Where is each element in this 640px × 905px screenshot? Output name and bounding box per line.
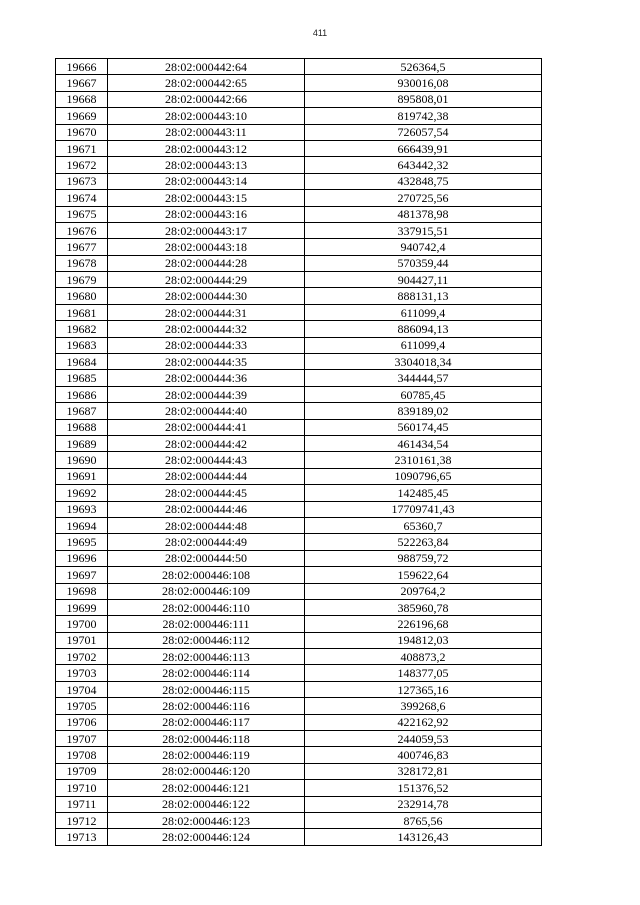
cadastral-value-cell: 726057,54 [305, 124, 542, 140]
cadastral-number-cell: 28:02:000443:15 [108, 190, 305, 206]
cadastral-value-cell: 570359,44 [305, 255, 542, 271]
cadastral-value-cell: 611099,4 [305, 304, 542, 320]
cadastral-value-cell: 232914,78 [305, 796, 542, 812]
cadastral-value-cell: 408873,2 [305, 649, 542, 665]
table-row [56, 665, 542, 681]
table-row [56, 501, 542, 517]
cadastral-number-cell: 28:02:000443:10 [108, 108, 305, 124]
cadastral-value-cell: 159622,64 [305, 567, 542, 583]
cadastral-value-cell: 461434,54 [305, 435, 542, 451]
cadastral-value-cell: 60785,45 [305, 386, 542, 402]
row-number-cell: 19675 [56, 206, 108, 222]
row-number-cell: 19681 [56, 304, 108, 320]
row-number-cell: 19676 [56, 222, 108, 238]
table-row [56, 485, 542, 501]
cadastral-number-cell: 28:02:000444:39 [108, 386, 305, 402]
cadastral-value-cell: 522263,84 [305, 534, 542, 550]
cadastral-number-cell: 28:02:000446:115 [108, 681, 305, 697]
table-row [56, 681, 542, 697]
cadastral-value-cell: 209764,2 [305, 583, 542, 599]
cadastral-value-cell: 819742,38 [305, 108, 542, 124]
cadastral-number-cell: 28:02:000446:118 [108, 731, 305, 747]
table-row [56, 534, 542, 550]
cadastral-number-cell: 28:02:000443:13 [108, 157, 305, 173]
cadastral-number-cell: 28:02:000446:114 [108, 665, 305, 681]
table-row [56, 239, 542, 255]
row-number-cell: 19690 [56, 452, 108, 468]
cadastral-value-cell: 481378,98 [305, 206, 542, 222]
table-row [56, 649, 542, 665]
cadastral-number-cell: 28:02:000444:33 [108, 337, 305, 353]
row-number-cell: 19683 [56, 337, 108, 353]
row-number-cell: 19679 [56, 272, 108, 288]
cadastral-number-cell: 28:02:000444:48 [108, 517, 305, 533]
table-row [56, 632, 542, 648]
row-number-cell: 19668 [56, 91, 108, 107]
cadastral-number-cell: 28:02:000443:17 [108, 222, 305, 238]
table-row [56, 91, 542, 107]
page-number: 411 [312, 28, 328, 38]
cadastral-value-cell: 226196,68 [305, 616, 542, 632]
table-row [56, 599, 542, 615]
cadastral-value-cell: 127365,16 [305, 681, 542, 697]
cadastral-number-cell: 28:02:000446:119 [108, 747, 305, 763]
cadastral-value-cell: 148377,05 [305, 665, 542, 681]
table-row [56, 714, 542, 730]
table-row [56, 157, 542, 173]
cadastral-number-cell: 28:02:000444:32 [108, 321, 305, 337]
cadastral-number-cell: 28:02:000446:123 [108, 812, 305, 828]
row-number-cell: 19678 [56, 255, 108, 271]
cadastral-value-cell: 839189,02 [305, 403, 542, 419]
row-number-cell: 19667 [56, 75, 108, 91]
table-row [56, 829, 542, 845]
row-number-cell: 19674 [56, 190, 108, 206]
cadastral-number-cell: 28:02:000443:16 [108, 206, 305, 222]
cadastral-value-cell: 888131,13 [305, 288, 542, 304]
cadastral-number-cell: 28:02:000446:117 [108, 714, 305, 730]
row-number-cell: 19703 [56, 665, 108, 681]
cadastral-value-cell: 930016,08 [305, 75, 542, 91]
table-row [56, 616, 542, 632]
cadastral-number-cell: 28:02:000446:113 [108, 649, 305, 665]
row-number-cell: 19702 [56, 649, 108, 665]
row-number-cell: 19669 [56, 108, 108, 124]
table-row [56, 403, 542, 419]
table-row [56, 75, 542, 91]
cadastral-number-cell: 28:02:000444:40 [108, 403, 305, 419]
row-number-cell: 19708 [56, 747, 108, 763]
row-number-cell: 19695 [56, 534, 108, 550]
cadastral-number-cell: 28:02:000442:66 [108, 91, 305, 107]
cadastral-value-cell: 151376,52 [305, 780, 542, 796]
cadastral-value-cell: 560174,45 [305, 419, 542, 435]
table-row [56, 206, 542, 222]
cadastral-number-cell: 28:02:000446:111 [108, 616, 305, 632]
cadastral-number-cell: 28:02:000444:36 [108, 370, 305, 386]
row-number-cell: 19711 [56, 796, 108, 812]
cadastral-number-cell: 28:02:000444:43 [108, 452, 305, 468]
row-number-cell: 19691 [56, 468, 108, 484]
cadastral-value-cell: 611099,4 [305, 337, 542, 353]
table-row [56, 747, 542, 763]
cadastral-number-cell: 28:02:000446:122 [108, 796, 305, 812]
cadastral-number-cell: 28:02:000443:12 [108, 140, 305, 156]
row-number-cell: 19700 [56, 616, 108, 632]
cadastral-value-cell: 65360,7 [305, 517, 542, 533]
cadastral-number-cell: 28:02:000444:29 [108, 272, 305, 288]
row-number-cell: 19692 [56, 485, 108, 501]
table-row [56, 354, 542, 370]
cadastral-value-cell: 17709741,43 [305, 501, 542, 517]
cadastral-value-table [55, 58, 542, 846]
row-number-cell: 19693 [56, 501, 108, 517]
table-row [56, 731, 542, 747]
row-number-cell: 19704 [56, 681, 108, 697]
table-row [56, 517, 542, 533]
cadastral-number-cell: 28:02:000446:110 [108, 599, 305, 615]
row-number-cell: 19680 [56, 288, 108, 304]
cadastral-number-cell: 28:02:000442:64 [108, 59, 305, 75]
cadastral-number-cell: 28:02:000444:42 [108, 435, 305, 451]
cadastral-value-cell: 328172,81 [305, 763, 542, 779]
row-number-cell: 19671 [56, 140, 108, 156]
cadastral-value-cell: 2310161,38 [305, 452, 542, 468]
cadastral-number-cell: 28:02:000443:14 [108, 173, 305, 189]
cadastral-value-cell: 432848,75 [305, 173, 542, 189]
cadastral-value-cell: 3304018,34 [305, 354, 542, 370]
cadastral-number-cell: 28:02:000446:116 [108, 698, 305, 714]
table-row [56, 386, 542, 402]
cadastral-value-cell: 270725,56 [305, 190, 542, 206]
cadastral-number-cell: 28:02:000442:65 [108, 75, 305, 91]
cadastral-value-cell: 337915,51 [305, 222, 542, 238]
row-number-cell: 19684 [56, 354, 108, 370]
row-number-cell: 19682 [56, 321, 108, 337]
cadastral-value-cell: 399268,6 [305, 698, 542, 714]
cadastral-value-cell: 1090796,65 [305, 468, 542, 484]
row-number-cell: 19672 [56, 157, 108, 173]
row-number-cell: 19710 [56, 780, 108, 796]
cadastral-number-cell: 28:02:000446:124 [108, 829, 305, 845]
cadastral-number-cell: 28:02:000446:112 [108, 632, 305, 648]
table-body [56, 59, 542, 846]
cadastral-number-cell: 28:02:000444:28 [108, 255, 305, 271]
cadastral-value-cell: 8765,56 [305, 812, 542, 828]
cadastral-value-cell: 904427,11 [305, 272, 542, 288]
row-number-cell: 19673 [56, 173, 108, 189]
cadastral-value-cell: 526364,5 [305, 59, 542, 75]
table-row [56, 124, 542, 140]
table-row [56, 550, 542, 566]
cadastral-number-cell: 28:02:000443:11 [108, 124, 305, 140]
cadastral-value-cell: 244059,53 [305, 731, 542, 747]
cadastral-number-cell: 28:02:000444:44 [108, 468, 305, 484]
table-row [56, 583, 542, 599]
table-row [56, 452, 542, 468]
table-row [56, 59, 542, 75]
row-number-cell: 19707 [56, 731, 108, 747]
row-number-cell: 19685 [56, 370, 108, 386]
cadastral-value-cell: 422162,92 [305, 714, 542, 730]
row-number-cell: 19694 [56, 517, 108, 533]
row-number-cell: 19705 [56, 698, 108, 714]
table-row [56, 780, 542, 796]
cadastral-value-cell: 344444,57 [305, 370, 542, 386]
cadastral-number-cell: 28:02:000444:45 [108, 485, 305, 501]
table-row [56, 435, 542, 451]
table-row [56, 337, 542, 353]
table-row [56, 468, 542, 484]
row-number-cell: 19666 [56, 59, 108, 75]
table-row [56, 140, 542, 156]
row-number-cell: 19697 [56, 567, 108, 583]
row-number-cell: 19670 [56, 124, 108, 140]
row-number-cell: 19687 [56, 403, 108, 419]
row-number-cell: 19701 [56, 632, 108, 648]
table-row [56, 321, 542, 337]
table-row [56, 763, 542, 779]
row-number-cell: 19709 [56, 763, 108, 779]
row-number-cell: 19686 [56, 386, 108, 402]
table-row [56, 222, 542, 238]
table-row [56, 419, 542, 435]
table-row [56, 288, 542, 304]
table-row [56, 567, 542, 583]
cadastral-number-cell: 28:02:000444:50 [108, 550, 305, 566]
cadastral-value-cell: 886094,13 [305, 321, 542, 337]
table-row [56, 812, 542, 828]
cadastral-value-cell: 643442,32 [305, 157, 542, 173]
cadastral-value-cell: 143126,43 [305, 829, 542, 845]
row-number-cell: 19689 [56, 435, 108, 451]
cadastral-value-cell: 666439,91 [305, 140, 542, 156]
table-row [56, 304, 542, 320]
table-row [56, 173, 542, 189]
row-number-cell: 19713 [56, 829, 108, 845]
cadastral-value-cell: 194812,03 [305, 632, 542, 648]
row-number-cell: 19688 [56, 419, 108, 435]
cadastral-value-cell: 142485,45 [305, 485, 542, 501]
row-number-cell: 19712 [56, 812, 108, 828]
cadastral-value-cell: 385960,78 [305, 599, 542, 615]
cadastral-number-cell: 28:02:000444:30 [108, 288, 305, 304]
cadastral-number-cell: 28:02:000446:120 [108, 763, 305, 779]
row-number-cell: 19677 [56, 239, 108, 255]
cadastral-value-cell: 400746,83 [305, 747, 542, 763]
cadastral-number-cell: 28:02:000446:121 [108, 780, 305, 796]
row-number-cell: 19706 [56, 714, 108, 730]
table-row [56, 698, 542, 714]
cadastral-number-cell: 28:02:000444:41 [108, 419, 305, 435]
cadastral-number-cell: 28:02:000446:108 [108, 567, 305, 583]
cadastral-number-cell: 28:02:000443:18 [108, 239, 305, 255]
cadastral-number-cell: 28:02:000444:31 [108, 304, 305, 320]
cadastral-number-cell: 28:02:000444:46 [108, 501, 305, 517]
cadastral-number-cell: 28:02:000444:35 [108, 354, 305, 370]
table-row [56, 108, 542, 124]
row-number-cell: 19696 [56, 550, 108, 566]
cadastral-value-cell: 988759,72 [305, 550, 542, 566]
cadastral-number-cell: 28:02:000444:49 [108, 534, 305, 550]
cadastral-value-cell: 895808,01 [305, 91, 542, 107]
table-row [56, 370, 542, 386]
row-number-cell: 19699 [56, 599, 108, 615]
table-row [56, 272, 542, 288]
cadastral-value-cell: 940742,4 [305, 239, 542, 255]
table-row [56, 190, 542, 206]
cadastral-number-cell: 28:02:000446:109 [108, 583, 305, 599]
row-number-cell: 19698 [56, 583, 108, 599]
table-row [56, 796, 542, 812]
table-row [56, 255, 542, 271]
